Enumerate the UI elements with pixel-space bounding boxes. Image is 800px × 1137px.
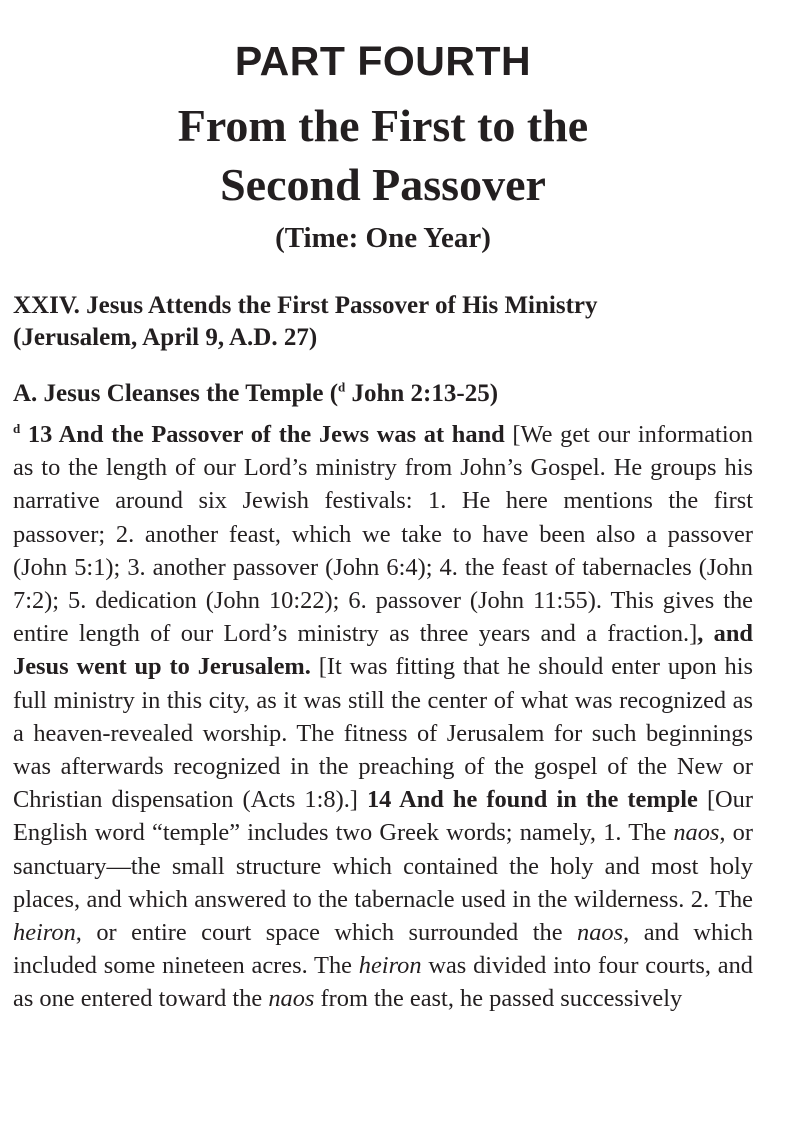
section-heading-line-2: (Jerusalem, April 9, A.D. 27) [13, 324, 318, 351]
commentary-text-2: [It was fitting that he should enter upon his full ministry in this city, as it was still the center of what was recognized as a heaven-revealed worship. The fitness of Jerusalem for such beginnings was afterwards recognized in the preaching of the gospel of the New or Christian dispensation (Acts 1:8).] [13, 653, 753, 814]
italic-term-naos-2: naos [577, 919, 624, 947]
commentary-text-7: was divided into four courts, and as one entered toward the [13, 952, 753, 1013]
italic-term-heiron-1: heiron [13, 919, 76, 947]
body-footnote-mark: d [13, 420, 21, 436]
commentary-text-3: [Our English word “temple” includes two Greek words; namely, 1. The [13, 786, 753, 847]
scripture-text-2: , and Jesus went up to Jerusalem. [13, 620, 753, 681]
commentary-text-5: , or entire court space which surrounded the [75, 919, 578, 947]
commentary-text-4: , or sanctuary—the small structure which contained the holy and most holy places, and which answered to the tabernacle used in the wilderness. 2. The [13, 819, 753, 913]
sub-heading-reference: John 2:13-25) [345, 380, 499, 407]
chapter-subtitle: (Time: One Year) [275, 222, 491, 254]
italic-term-naos-3: naos [268, 985, 315, 1013]
part-label: PART FOURTH [234, 38, 532, 84]
chapter-title-line-2: Second Passover [220, 159, 546, 210]
chapter-title-line-1: From the First to the [177, 100, 589, 151]
sub-heading-open-paren: ( [329, 380, 339, 407]
sub-heading-title: A. Jesus Cleanses the Temple [13, 380, 324, 407]
sub-heading-footnote-mark: d [338, 379, 346, 395]
body-paragraph [13, 418, 753, 1016]
chapter-title [13, 96, 753, 214]
scripture-text-3: 14 And he found in the temple [366, 786, 707, 814]
scripture-text-1: 13 And the Passover of the Jews was at hand [20, 421, 513, 448]
italic-term-heiron-2: heiron [358, 952, 422, 980]
section-heading-line-1: XXIV. Jesus Attends the First Passover of His Ministry [13, 292, 598, 319]
section-heading [13, 290, 753, 354]
sub-heading [13, 378, 753, 410]
commentary-text-6: , and which included some nineteen acres. The [13, 919, 754, 980]
commentary-text-1: [We get our information as to the length of our Lord’s ministry from John’s Gospel. He groups his narrative around six Jewish festivals: 1. He here mentions the first passover; 2. another feast, which we take to have been also a passover (John 5:1); 3. another passover (John 6:4); 4. the feast of tabernacles (John 7:2); 5. dedication (John 10:22); 6. passover (John 11:55). This gives the entire length of our Lord’s ministry as three years and a fraction.] [13, 421, 753, 648]
italic-term-naos-1: naos [673, 819, 720, 847]
commentary-text-8: from the east, he passed successively [314, 985, 683, 1013]
